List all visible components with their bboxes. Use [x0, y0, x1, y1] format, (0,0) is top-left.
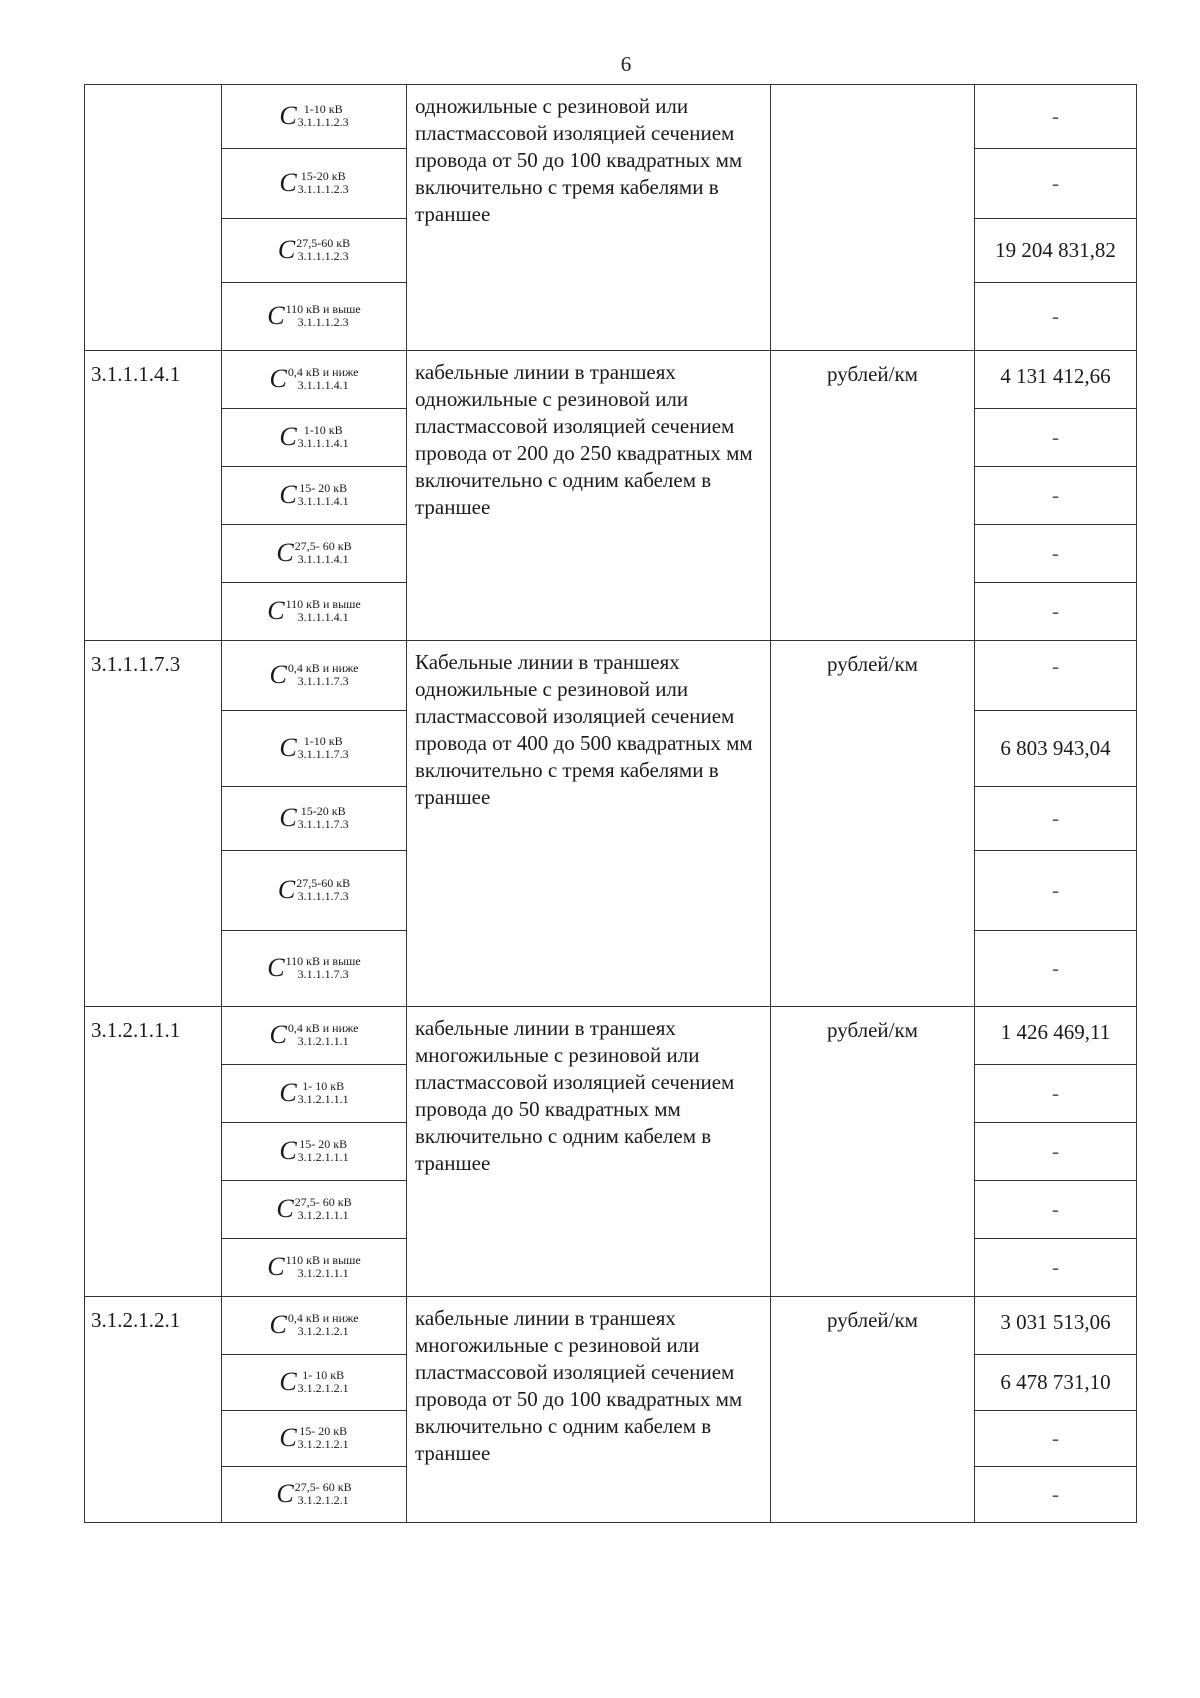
rate-symbol: [222, 1123, 407, 1181]
item-description: одножильные с резиновой или пластмассовой изоляцией сечением провода от 50 до 100 квадратных мм включительно с тремя кабелями в траншее: [407, 85, 771, 351]
rate-symbol: [222, 931, 407, 1007]
rate-value: -: [975, 283, 1137, 351]
voltage-class: 110 кВ и выше: [285, 301, 361, 316]
rate-value: -: [975, 1065, 1137, 1123]
rate-index: 3.1.1.1.2.3: [297, 248, 349, 263]
rate-value: -: [975, 787, 1137, 851]
rate-value: 6 803 943,04: [975, 711, 1137, 787]
rate-symbol: [222, 851, 407, 931]
item-description: Кабельные линии в траншеях одножильные с резиновой или пластмассовой изоляцией сечением провода от 400 до 500 квадратных мм включительно с тремя кабелями в траншее: [407, 641, 771, 1007]
table-row: [85, 641, 1137, 711]
unit-of-measure: [771, 85, 975, 351]
voltage-class: 27,5-60 кВ: [296, 235, 351, 250]
unit-of-measure: рублей/км: [771, 1297, 975, 1523]
rate-value: -: [975, 149, 1137, 219]
rate-index: 3.1.2.1.1.1: [297, 1033, 349, 1048]
rate-value: 1 426 469,11: [975, 1007, 1137, 1065]
rate-value: -: [975, 1467, 1137, 1523]
voltage-class: 27,5- 60 кВ: [294, 1479, 352, 1494]
rate-index: 3.1.1.1.7.3: [297, 966, 349, 981]
rate-index: 3.1.1.1.4.1: [297, 377, 349, 392]
voltage-class: 0,4 кВ и ниже: [287, 660, 359, 675]
rate-symbol-letter: C: [277, 874, 296, 904]
rate-symbol: [222, 1181, 407, 1239]
item-code: 3.1.2.1.1.1: [85, 1007, 222, 1297]
table-row: [85, 1007, 1137, 1065]
rate-symbol-letter: C: [279, 1366, 297, 1396]
rate-value: -: [975, 409, 1137, 467]
rate-symbol-letter: C: [276, 1478, 294, 1508]
item-description: кабельные линии в траншеях многожильные с резиновой или пластмассовой изоляцией сечением провода до 50 квадратных мм включительно с одним кабелем в траншее: [407, 1007, 771, 1297]
item-code: 3.1.2.1.2.1: [85, 1297, 222, 1523]
rate-symbol-letter: C: [279, 1135, 297, 1165]
rate-index: 3.1.2.1.2.1: [297, 1436, 349, 1451]
voltage-class: 27,5-60 кВ: [296, 875, 351, 890]
voltage-class: 1-10 кВ: [303, 422, 343, 437]
voltage-class: 27,5- 60 кВ: [294, 538, 352, 553]
table-row: [85, 85, 1137, 149]
rate-index: 3.1.1.1.7.3: [297, 888, 349, 903]
rate-value: 6 478 731,10: [975, 1355, 1137, 1411]
rate-symbol: [222, 1239, 407, 1297]
rate-symbol-letter: C: [276, 537, 294, 567]
unit-of-measure: рублей/км: [771, 641, 975, 1007]
table-row: [85, 1297, 1137, 1355]
rate-value: -: [975, 525, 1137, 583]
rate-symbol-letter: C: [279, 1077, 297, 1107]
table-row: [85, 351, 1137, 409]
item-code: 3.1.1.1.7.3: [85, 641, 222, 1007]
rate-symbol-letter: C: [267, 300, 285, 330]
rate-value: -: [975, 1411, 1137, 1467]
rate-symbol: [222, 149, 407, 219]
voltage-class: 15- 20 кВ: [299, 1136, 348, 1151]
rate-symbol: [222, 85, 407, 149]
rate-symbol: [222, 219, 407, 283]
rate-symbol: [222, 1297, 407, 1355]
voltage-class: 110 кВ и выше: [285, 953, 361, 968]
rate-symbol: [222, 1411, 407, 1467]
rate-index: 3.1.2.1.2.1: [297, 1492, 349, 1507]
rate-symbol-letter: C: [269, 1019, 287, 1049]
voltage-class: 1-10 кВ: [303, 101, 343, 116]
voltage-class: 1-10 кВ: [303, 733, 343, 748]
rate-symbol-letter: C: [279, 167, 297, 197]
voltage-class: 0,4 кВ и ниже: [287, 1020, 359, 1035]
rate-symbol: [222, 1355, 407, 1411]
rate-symbol: [222, 787, 407, 851]
rate-index: 3.1.1.1.7.3: [297, 746, 349, 761]
rate-value: -: [975, 85, 1137, 149]
rate-index: 3.1.2.1.2.1: [297, 1323, 349, 1338]
rate-value: -: [975, 851, 1137, 931]
rate-index: 3.1.2.1.1.1: [297, 1091, 349, 1106]
voltage-class: 110 кВ и выше: [285, 1252, 361, 1267]
rate-symbol-letter: C: [279, 802, 297, 832]
rate-symbol: [222, 525, 407, 583]
rate-index: 3.1.2.1.1.1: [297, 1149, 349, 1164]
rate-symbol: [222, 1007, 407, 1065]
rate-value: 3 031 513,06: [975, 1297, 1137, 1355]
rate-index: 3.1.1.1.4.1: [297, 551, 349, 566]
item-code: 3.1.1.1.4.1: [85, 351, 222, 641]
rate-symbol-letter: C: [279, 1422, 297, 1452]
voltage-class: 15- 20 кВ: [299, 480, 348, 495]
rate-value: 4 131 412,66: [975, 351, 1137, 409]
rate-symbol-letter: C: [279, 100, 297, 130]
rate-symbol-letter: C: [279, 421, 297, 451]
rate-index: 3.1.1.1.7.3: [297, 673, 349, 688]
rate-symbol-letter: C: [267, 952, 285, 982]
voltage-class: 0,4 кВ и ниже: [287, 1310, 359, 1325]
rate-symbol-letter: C: [267, 1251, 285, 1281]
page-number: 6: [620, 52, 632, 76]
rate-value: -: [975, 1181, 1137, 1239]
rate-symbol: [222, 583, 407, 641]
rate-symbol: [222, 641, 407, 711]
tariff-table-body: [85, 85, 1137, 1523]
rate-symbol: [222, 467, 407, 525]
voltage-class: 110 кВ и выше: [285, 596, 361, 611]
item-description: кабельные линии в траншеях одножильные с резиновой или пластмассовой изоляцией сечением провода от 200 до 250 квадратных мм включительно с одним кабелем в траншее: [407, 351, 771, 641]
rate-index: 3.1.1.1.2.3: [297, 181, 349, 196]
unit-of-measure: рублей/км: [771, 1007, 975, 1297]
rate-index: 3.1.2.1.1.1: [297, 1207, 349, 1222]
rate-symbol-letter: C: [269, 363, 287, 393]
rate-value: -: [975, 1123, 1137, 1181]
voltage-class: 1- 10 кВ: [302, 1367, 345, 1382]
rate-symbol-letter: C: [269, 1309, 287, 1339]
voltage-class: 15-20 кВ: [300, 803, 346, 818]
rate-value: -: [975, 931, 1137, 1007]
rate-index: 3.1.1.1.4.1: [297, 493, 349, 508]
unit-of-measure: рублей/км: [771, 351, 975, 641]
rate-value: 19 204 831,82: [975, 219, 1137, 283]
voltage-class: 1- 10 кВ: [302, 1078, 345, 1093]
voltage-class: 0,4 кВ и ниже: [287, 364, 359, 379]
rate-symbol: [222, 283, 407, 351]
rate-symbol-letter: C: [276, 1193, 294, 1223]
rate-symbol-letter: C: [279, 479, 297, 509]
rate-symbol: [222, 711, 407, 787]
voltage-class: 15- 20 кВ: [299, 1423, 348, 1438]
rate-symbol-letter: C: [269, 659, 287, 689]
rate-symbol: [222, 351, 407, 409]
rate-symbol-letter: C: [279, 732, 297, 762]
rate-index: 3.1.1.1.4.1: [297, 609, 349, 624]
rate-index: 3.1.2.1.1.1: [297, 1265, 349, 1280]
item-code: [85, 85, 222, 351]
rate-symbol: [222, 409, 407, 467]
rate-value: -: [975, 1239, 1137, 1297]
rate-value: -: [975, 583, 1137, 641]
tariff-table: [84, 84, 1137, 1523]
rate-index: 3.1.1.1.7.3: [297, 816, 349, 831]
rate-index: 3.1.1.1.4.1: [297, 435, 349, 450]
rate-index: 3.1.1.1.2.3: [297, 114, 349, 129]
item-description: кабельные линии в траншеях многожильные с резиновой или пластмассовой изоляцией сечением провода от 50 до 100 квадратных мм включительно с одним кабелем в траншее: [407, 1297, 771, 1523]
voltage-class: 15-20 кВ: [300, 168, 346, 183]
rate-symbol: [222, 1467, 407, 1523]
rate-symbol: [222, 1065, 407, 1123]
voltage-class: 27,5- 60 кВ: [294, 1194, 352, 1209]
rate-symbol-letter: C: [277, 234, 296, 264]
rate-value: -: [975, 467, 1137, 525]
rate-index: 3.1.2.1.2.1: [297, 1380, 349, 1395]
rate-symbol-letter: C: [267, 595, 285, 625]
rate-value: -: [975, 641, 1137, 711]
rate-index: 3.1.1.1.2.3: [297, 314, 349, 329]
